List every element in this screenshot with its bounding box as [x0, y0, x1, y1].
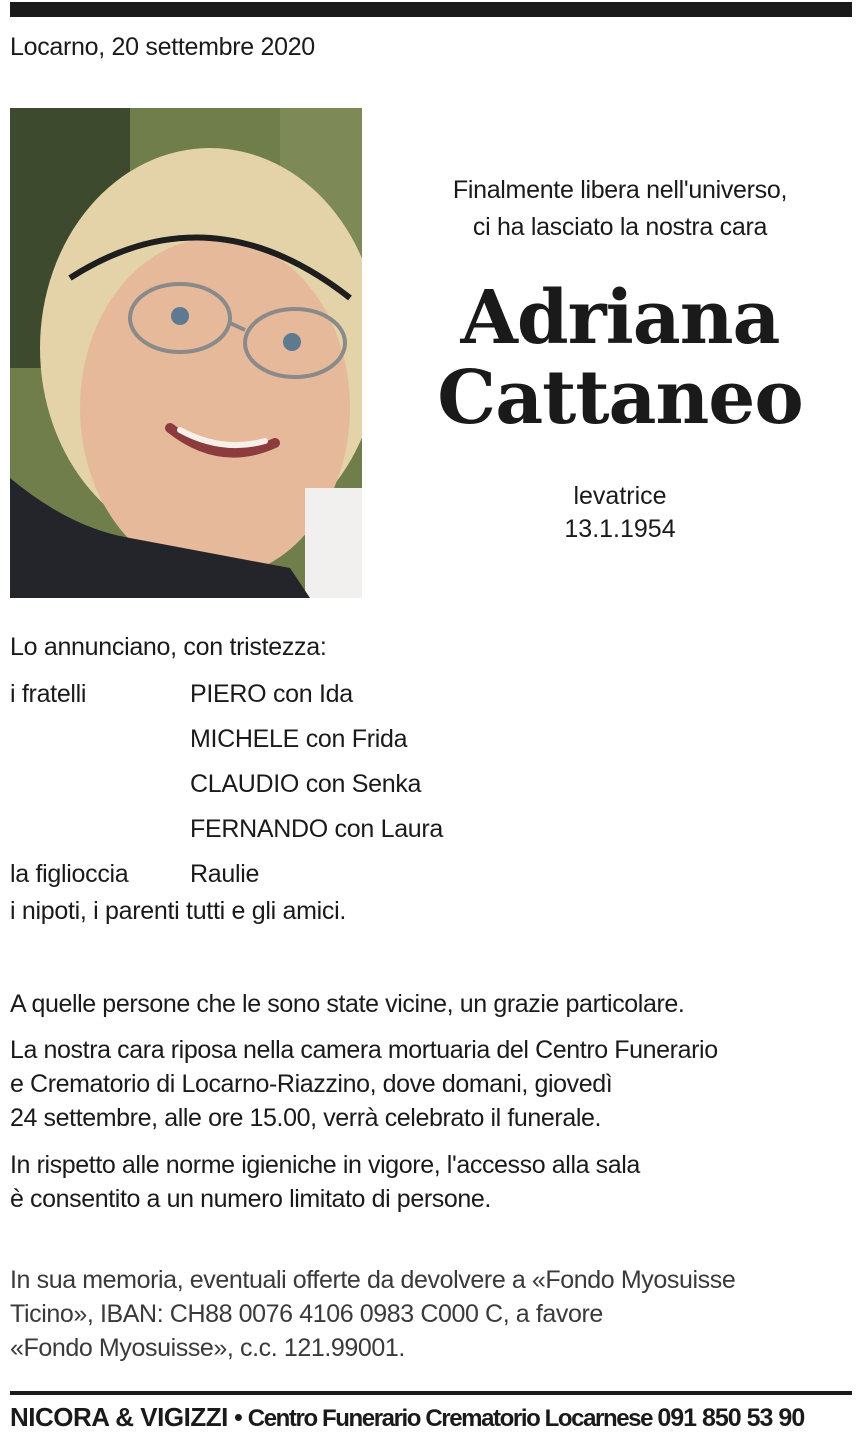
deceased-details	[385, 480, 855, 546]
footer-separator: •	[227, 1402, 248, 1432]
footer-phone: 091 850 53 90	[657, 1404, 805, 1432]
relative-name	[190, 807, 443, 852]
relative-name-partner: con Laura	[327, 815, 444, 843]
bottom-rule	[10, 1391, 852, 1395]
profession: levatrice	[573, 482, 667, 510]
birth-date: 13.1.1954	[564, 515, 676, 543]
announcement-closing: i nipoti, i parenti tutti e gli amici.	[10, 897, 346, 925]
relative-name-partner: con Frida	[299, 725, 408, 753]
relative-name-partner: Raulie	[190, 860, 260, 888]
relative-name-main: FERNANDO	[190, 815, 328, 843]
portrait-illustration	[10, 108, 362, 598]
intro-line: ci ha lasciato la nostra cara	[472, 213, 768, 241]
relative-name-main: CLAUDIO	[190, 770, 300, 798]
dateline: Locarno, 20 settembre 2020	[10, 33, 315, 61]
relative-name	[190, 672, 353, 717]
relative-name	[190, 762, 421, 807]
footer	[10, 1399, 852, 1437]
paragraph-line: A quelle persone che le sono state vicine, un grazie particolare.	[10, 990, 685, 1018]
last-name: Cattaneo	[437, 355, 803, 441]
relative-name-main: MICHELE	[190, 725, 300, 753]
paragraph-line: 24 settembre, alle ore 15.00, verrà celebrato il funerale.	[10, 1104, 602, 1132]
relative-name	[190, 717, 407, 762]
hygiene-paragraph	[10, 1148, 640, 1216]
relative-label: la figlioccia	[10, 860, 129, 888]
deceased-name	[385, 275, 855, 441]
paragraph-line: In rispetto alle norme igieniche in vigore, l'accesso alla sala	[10, 1151, 640, 1179]
relative-name-partner: con Ida	[266, 680, 353, 708]
paragraph-line: La nostra cara riposa nella camera mortuaria del Centro Funerario	[10, 1036, 718, 1064]
footer-brand: NICORA & VIGIZZI	[10, 1402, 228, 1432]
paragraph-line: è consentito a un numero limitato di persone.	[10, 1185, 491, 1213]
intro-line: Finalmente libera nell'universo,	[452, 176, 788, 204]
top-rule	[10, 2, 852, 17]
relative-label: i fratelli	[10, 680, 87, 708]
footer-description: Centro Funerario Crematorio Locarnese	[247, 1405, 658, 1432]
paragraph-line: Ticino», IBAN: CH88 0076 4106 0983 C000 C, a favore	[10, 1300, 603, 1328]
paragraph-line: In sua memoria, eventuali offerte da devolvere a «Fondo Myosuisse	[10, 1266, 736, 1294]
funeral-paragraph	[10, 1033, 718, 1135]
portrait-photo	[10, 108, 362, 598]
relative-name	[190, 852, 259, 897]
intro-text	[385, 172, 855, 246]
donations-paragraph	[10, 1263, 735, 1365]
thanks-paragraph	[10, 987, 684, 1021]
relative-name-partner: con Senka	[299, 770, 422, 798]
announcement-intro: Lo annunciano, con tristezza:	[10, 633, 327, 661]
first-name: Adriana	[460, 275, 780, 361]
paragraph-line: «Fondo Myosuisse», c.c. 121.99001.	[10, 1334, 405, 1362]
relative-name-main: PIERO	[190, 680, 267, 708]
paragraph-line: e Crematorio di Locarno-Riazzino, dove domani, giovedì	[10, 1070, 613, 1098]
